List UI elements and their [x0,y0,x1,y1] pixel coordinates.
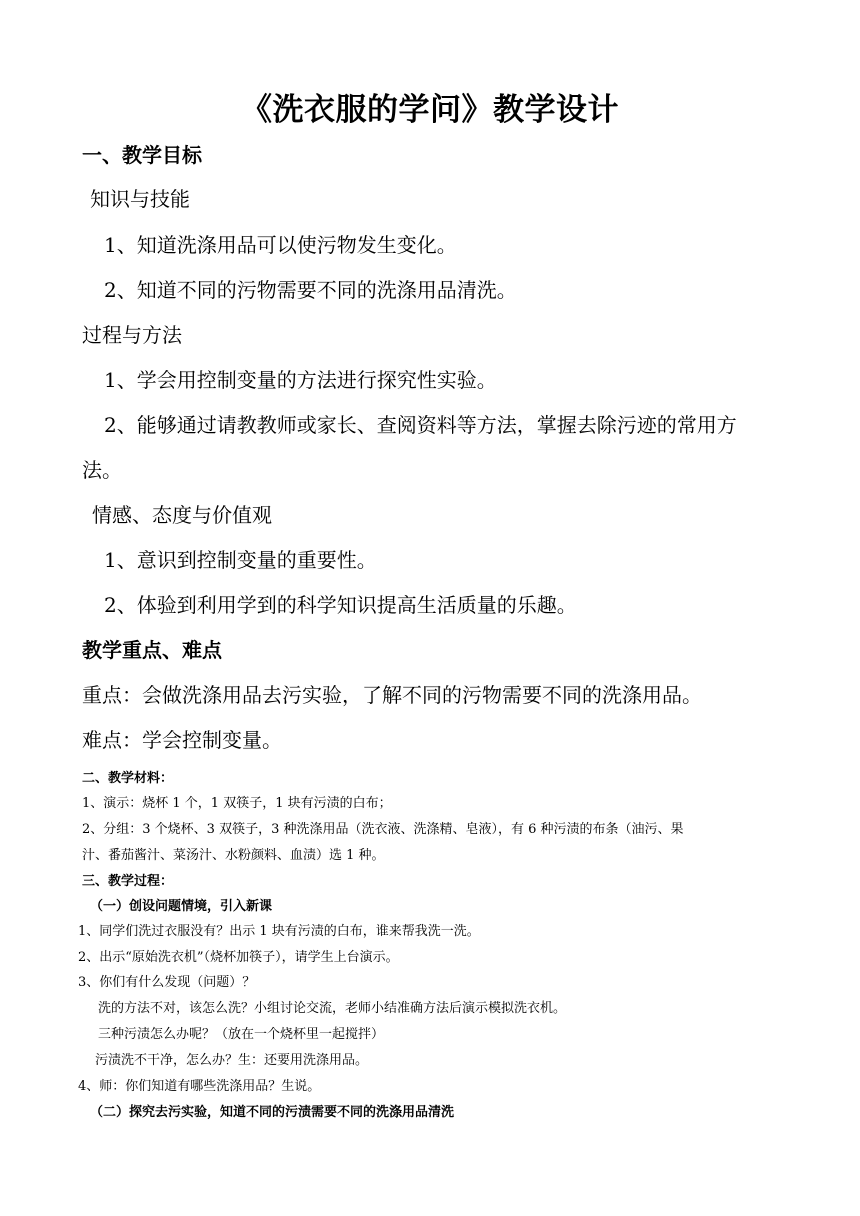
step-3-note-2: 三种污渍怎么办呢？（放在一个烧杯里一起搅拌） [98,1027,385,1042]
subheading-knowledge: 知识与技能 [90,187,190,211]
part1-heading: （一）创设问题情境，引入新课 [90,899,273,914]
key-points-heading: 教学重点、难点 [82,638,222,662]
materials-demo: 1、演示：烧杯 1 个，1 双筷子，1 块有污渍的白布； [82,796,392,811]
subheading-emotion: 情感、态度与价值观 [92,503,272,527]
key-point: 重点：会做洗涤用品去污实验，了解不同的污物需要不同的洗涤用品。 [82,683,702,707]
difficult-point: 难点：学会控制变量。 [82,728,282,752]
section-heading-objectives: 一、教学目标 [82,143,202,167]
subheading-process: 过程与方法 [82,323,182,347]
process-item-2-cont: 法。 [82,458,122,482]
section-heading-materials: 二、教学材料： [82,771,174,786]
emotion-item-1: 1、意识到控制变量的重要性。 [104,548,377,572]
step-2: 2、出示“原始洗衣机”（烧杯加筷子），请学生上台演示。 [78,950,399,965]
document-title: 《洗衣服的学问》教学设计 [241,92,619,128]
materials-group-cont: 汁、番茄酱汁、菜汤汁、水粉颜料、血渍）选 1 种。 [82,848,385,863]
step-3: 3、你们有什么发现（问题）？ [78,975,256,990]
part2-heading: （二）探究去污实验，知道不同的污渍需要不同的洗涤用品清洗 [90,1105,455,1120]
knowledge-item-1: 1、知道洗涤用品可以使污物发生变化。 [104,233,457,257]
knowledge-item-2: 2、知道不同的污物需要不同的洗涤用品清洗。 [104,278,517,302]
step-1: 1、同学们洗过衣服没有？出示 1 块有污渍的白布，谁来帮我洗一洗。 [78,924,480,939]
process-item-1: 1、学会用控制变量的方法进行探究性实验。 [104,368,497,392]
section-heading-process: 三、教学过程： [82,874,174,889]
step-4: 4、师：你们知道有哪些洗涤用品？生说。 [78,1079,321,1094]
process-item-2: 2、能够通过请教教师或家长、查阅资料等方法，掌握去除污迹的常用方 [104,413,737,437]
step-3-note-3: 污渍洗不干净，怎么办？生：还要用洗涤用品。 [95,1053,369,1068]
emotion-item-2: 2、体验到利用学到的科学知识提高生活质量的乐趣。 [104,593,577,617]
step-3-note-1: 洗的方法不对，该怎么洗？小组讨论交流，老师小结准确方法后演示模拟洗衣机。 [98,1001,567,1016]
materials-group: 2、分组：3 个烧杯、3 双筷子，3 种洗涤用品（洗衣液、洗涤精、皂液），有 6 种污渍的布条（油污、果 [82,822,684,837]
